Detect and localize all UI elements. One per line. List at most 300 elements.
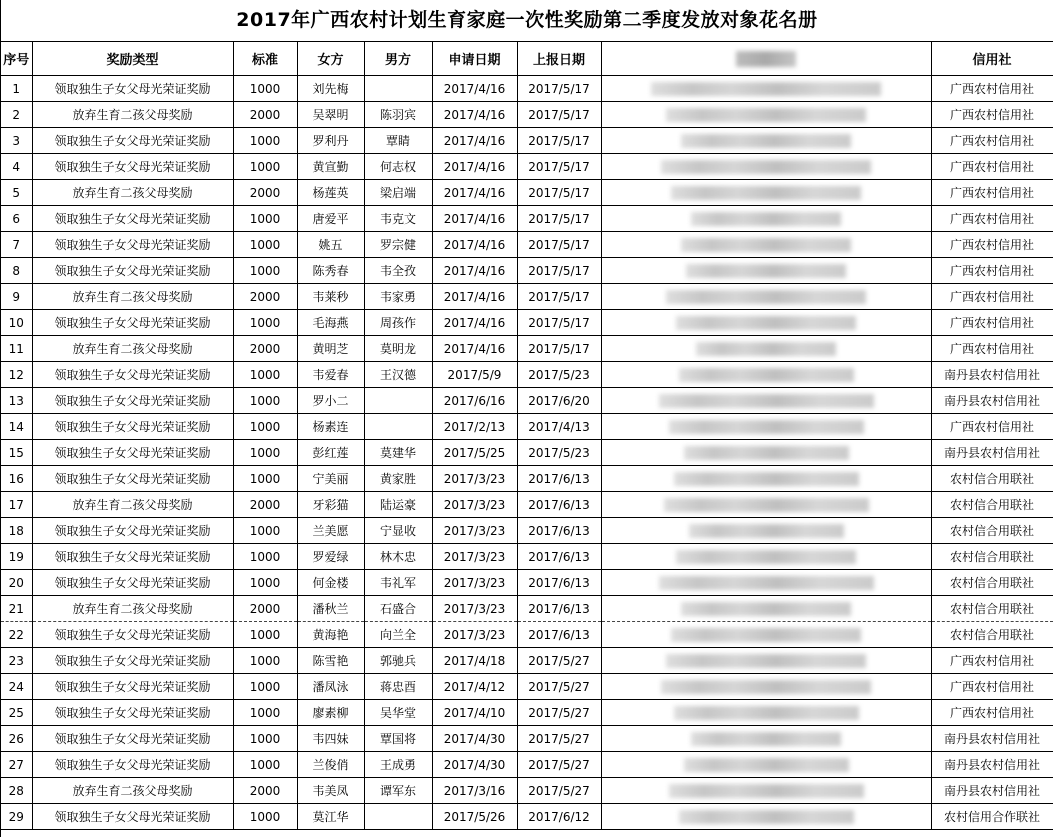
cell-address-redacted[interactable] (601, 518, 931, 544)
cell-bank[interactable]: 广西农村信用社 (931, 700, 1053, 726)
cell-report-date[interactable]: 2017/6/13 (517, 492, 601, 518)
cell-bank[interactable]: 广西农村信用社 (931, 76, 1053, 102)
cell-seq[interactable]: 22 (1, 622, 32, 648)
cell-male[interactable]: 周孩作 (364, 310, 432, 336)
cell-address-redacted[interactable] (601, 544, 931, 570)
cell-standard[interactable]: 2000 (233, 492, 297, 518)
cell-type[interactable]: 领取独生子女父母光荣证奖励 (32, 258, 233, 284)
cell-apply-date[interactable]: 2017/3/16 (432, 778, 517, 804)
cell-type[interactable]: 领取独生子女父母光荣证奖励 (32, 128, 233, 154)
cell-apply-date[interactable]: 2017/3/23 (432, 570, 517, 596)
cell-seq[interactable]: 29 (1, 804, 32, 830)
cell-apply-date[interactable]: 2017/4/30 (432, 726, 517, 752)
table-row (1, 778, 1053, 804)
cell-apply-date[interactable]: 2017/3/23 (432, 518, 517, 544)
cell-seq[interactable]: 14 (1, 414, 32, 440)
cell-standard[interactable]: 1000 (233, 466, 297, 492)
cell-report-date[interactable]: 2017/5/17 (517, 310, 601, 336)
cell-bank[interactable]: 广西农村信用社 (931, 232, 1053, 258)
cell-male[interactable]: 郭驰兵 (364, 648, 432, 674)
cell-bank[interactable]: 南丹县农村信用社 (931, 726, 1053, 752)
cell-address-redacted[interactable] (601, 206, 931, 232)
cell-report-date[interactable]: 2017/6/13 (517, 622, 601, 648)
cell-female[interactable]: 吴翠明 (297, 102, 364, 128)
cell-apply-date[interactable]: 2017/4/16 (432, 258, 517, 284)
cell-apply-date[interactable]: 2017/5/26 (432, 804, 517, 830)
cell-female[interactable]: 兰美愿 (297, 518, 364, 544)
cell-apply-date[interactable]: 2017/4/16 (432, 284, 517, 310)
cell-bank[interactable]: 广西农村信用社 (931, 128, 1053, 154)
cell-bank[interactable]: 广西农村信用社 (931, 336, 1053, 362)
cell-bank[interactable]: 南丹县农村信用社 (931, 752, 1053, 778)
cell-type[interactable]: 领取独生子女父母光荣证奖励 (32, 726, 233, 752)
cell-address-redacted[interactable] (601, 76, 931, 102)
cell-seq[interactable]: 16 (1, 466, 32, 492)
cell-address-redacted[interactable] (601, 258, 931, 284)
header-apply-date[interactable]: 申请日期 (432, 42, 517, 76)
cell-apply-date[interactable]: 2017/2/13 (432, 414, 517, 440)
cell-female[interactable]: 刘先梅 (297, 76, 364, 102)
cell-female[interactable]: 彭红莲 (297, 440, 364, 466)
cell-type[interactable]: 领取独生子女父母光荣证奖励 (32, 388, 233, 414)
cell-report-date[interactable]: 2017/5/17 (517, 206, 601, 232)
cell-type[interactable]: 放弃生育二孩父母奖励 (32, 284, 233, 310)
cell-female[interactable]: 潘秋兰 (297, 596, 364, 622)
cell-standard[interactable]: 1000 (233, 752, 297, 778)
cell-report-date[interactable]: 2017/5/27 (517, 648, 601, 674)
cell-address-redacted[interactable] (601, 154, 931, 180)
cell-apply-date[interactable]: 2017/5/25 (432, 440, 517, 466)
cell-report-date[interactable]: 2017/5/27 (517, 700, 601, 726)
cell-report-date[interactable]: 2017/5/27 (517, 778, 601, 804)
cell-address-redacted[interactable] (601, 232, 931, 258)
cell-address-redacted[interactable] (601, 284, 931, 310)
cell-address-redacted[interactable] (601, 362, 931, 388)
cell-female[interactable]: 牙彩猫 (297, 492, 364, 518)
cell-address-redacted[interactable] (601, 622, 931, 648)
cell-address-redacted[interactable] (601, 336, 931, 362)
redacted-address (671, 186, 861, 200)
cell-female[interactable]: 宁美丽 (297, 466, 364, 492)
cell-bank[interactable]: 南丹县农村信用社 (931, 778, 1053, 804)
cell-standard[interactable]: 1000 (233, 544, 297, 570)
cell-report-date[interactable]: 2017/5/17 (517, 232, 601, 258)
cell-male[interactable]: 宁显收 (364, 518, 432, 544)
cell-type[interactable]: 放弃生育二孩父母奖励 (32, 596, 233, 622)
cell-seq[interactable]: 24 (1, 674, 32, 700)
cell-apply-date[interactable]: 2017/4/16 (432, 336, 517, 362)
cell-type[interactable]: 领取独生子女父母光荣证奖励 (32, 700, 233, 726)
redacted-address (666, 290, 866, 304)
cell-bank[interactable]: 农村信合用联社 (931, 518, 1053, 544)
cell-type[interactable]: 领取独生子女父母光荣证奖励 (32, 362, 233, 388)
cell-seq[interactable]: 7 (1, 232, 32, 258)
cell-type[interactable]: 领取独生子女父母光荣证奖励 (32, 804, 233, 830)
cell-bank[interactable]: 广西农村信用社 (931, 180, 1053, 206)
cell-report-date[interactable]: 2017/5/23 (517, 362, 601, 388)
cell-standard[interactable]: 1000 (233, 154, 297, 180)
cell-standard[interactable]: 2000 (233, 336, 297, 362)
cell-male[interactable]: 韦家勇 (364, 284, 432, 310)
cell-type[interactable]: 领取独生子女父母光荣证奖励 (32, 622, 233, 648)
cell-female[interactable]: 潘凤泳 (297, 674, 364, 700)
cell-seq[interactable]: 11 (1, 336, 32, 362)
cell-apply-date[interactable]: 2017/6/16 (432, 388, 517, 414)
cell-report-date[interactable]: 2017/6/13 (517, 570, 601, 596)
table-row (1, 466, 1053, 492)
table-row (1, 336, 1053, 362)
cell-address-redacted[interactable] (601, 128, 931, 154)
cell-seq[interactable]: 9 (1, 284, 32, 310)
cell-report-date[interactable]: 2017/5/17 (517, 258, 601, 284)
cell-type[interactable]: 领取独生子女父母光荣证奖励 (32, 154, 233, 180)
cell-standard[interactable]: 1000 (233, 128, 297, 154)
cell-bank[interactable]: 广西农村信用社 (931, 648, 1053, 674)
table-row (1, 726, 1053, 752)
cell-type[interactable]: 领取独生子女父母光荣证奖励 (32, 570, 233, 596)
cell-report-date[interactable]: 2017/6/13 (517, 518, 601, 544)
cell-bank[interactable]: 农村信合用联社 (931, 492, 1053, 518)
cell-male[interactable]: 向兰全 (364, 622, 432, 648)
cell-male[interactable]: 韦全孜 (364, 258, 432, 284)
cell-female[interactable]: 罗小二 (297, 388, 364, 414)
cell-report-date[interactable]: 2017/5/23 (517, 440, 601, 466)
cell-apply-date[interactable]: 2017/3/23 (432, 596, 517, 622)
cell-report-date[interactable]: 2017/5/17 (517, 284, 601, 310)
cell-standard[interactable]: 1000 (233, 258, 297, 284)
table-row (1, 518, 1053, 544)
cell-standard[interactable]: 1000 (233, 388, 297, 414)
cell-standard[interactable]: 2000 (233, 180, 297, 206)
header-female[interactable]: 女方 (297, 42, 364, 76)
cell-bank[interactable]: 农村信合用联社 (931, 622, 1053, 648)
header-row (1, 42, 1053, 76)
cell-type[interactable]: 领取独生子女父母光荣证奖励 (32, 648, 233, 674)
redacted-address (691, 732, 841, 746)
cell-bank[interactable]: 广西农村信用社 (931, 674, 1053, 700)
cell-seq[interactable]: 12 (1, 362, 32, 388)
cell-bank[interactable]: 广西农村信用社 (931, 284, 1053, 310)
cell-type[interactable]: 领取独生子女父母光荣证奖励 (32, 544, 233, 570)
cell-type[interactable]: 放弃生育二孩父母奖励 (32, 102, 233, 128)
redacted-address (669, 420, 864, 434)
cell-seq[interactable]: 26 (1, 726, 32, 752)
cell-type[interactable]: 领取独生子女父母光荣证奖励 (32, 752, 233, 778)
cell-standard[interactable]: 2000 (233, 102, 297, 128)
cell-male[interactable]: 莫建华 (364, 440, 432, 466)
cell-type[interactable]: 领取独生子女父母光荣证奖励 (32, 76, 233, 102)
cell-female[interactable]: 杨莲英 (297, 180, 364, 206)
cell-apply-date[interactable]: 2017/5/9 (432, 362, 517, 388)
cell-seq[interactable]: 17 (1, 492, 32, 518)
cell-report-date[interactable]: 2017/6/13 (517, 544, 601, 570)
cell-standard[interactable]: 1000 (233, 76, 297, 102)
cell-standard[interactable]: 1000 (233, 206, 297, 232)
header-standard[interactable]: 标准 (233, 42, 297, 76)
cell-address-redacted[interactable] (601, 492, 931, 518)
cell-report-date[interactable]: 2017/5/17 (517, 154, 601, 180)
cell-seq[interactable]: 8 (1, 258, 32, 284)
redacted-address (659, 394, 874, 408)
header-seq[interactable]: 序号 (1, 42, 32, 76)
table-row (1, 258, 1053, 284)
cell-report-date[interactable]: 2017/5/27 (517, 752, 601, 778)
cell-female[interactable]: 韦四妹 (297, 726, 364, 752)
cell-seq[interactable]: 3 (1, 128, 32, 154)
cell-seq[interactable]: 21 (1, 596, 32, 622)
cell-address-redacted[interactable] (601, 648, 931, 674)
cell-male[interactable]: 覃国将 (364, 726, 432, 752)
cell-type[interactable]: 放弃生育二孩父母奖励 (32, 492, 233, 518)
cell-bank[interactable]: 广西农村信用社 (931, 206, 1053, 232)
cell-apply-date[interactable]: 2017/4/16 (432, 232, 517, 258)
cell-female[interactable]: 韦爱春 (297, 362, 364, 388)
cell-report-date[interactable]: 2017/6/12 (517, 804, 601, 830)
cell-bank[interactable]: 广西农村信用社 (931, 154, 1053, 180)
cell-seq[interactable]: 28 (1, 778, 32, 804)
header-male[interactable]: 男方 (364, 42, 432, 76)
redacted-address (684, 758, 849, 772)
cell-address-redacted[interactable] (601, 700, 931, 726)
cell-standard[interactable]: 2000 (233, 778, 297, 804)
cell-male[interactable]: 韦礼军 (364, 570, 432, 596)
cell-type[interactable]: 领取独生子女父母光荣证奖励 (32, 440, 233, 466)
header-report-date[interactable]: 上报日期 (517, 42, 601, 76)
cell-female[interactable]: 何金楼 (297, 570, 364, 596)
cell-apply-date[interactable]: 2017/4/16 (432, 128, 517, 154)
header-bank[interactable]: 信用社 (931, 42, 1053, 76)
cell-standard[interactable]: 2000 (233, 284, 297, 310)
cell-report-date[interactable]: 2017/5/17 (517, 180, 601, 206)
cell-standard[interactable]: 1000 (233, 804, 297, 830)
cell-female[interactable]: 陈秀春 (297, 258, 364, 284)
cell-standard[interactable]: 1000 (233, 674, 297, 700)
table-row (1, 414, 1053, 440)
cell-bank[interactable]: 农村信合用联社 (931, 570, 1053, 596)
redacted-address (651, 82, 881, 96)
cell-male[interactable]: 韦克文 (364, 206, 432, 232)
cell-address-redacted[interactable] (601, 102, 931, 128)
cell-male[interactable] (364, 804, 432, 830)
redacted-address (681, 602, 851, 616)
cell-bank[interactable]: 广西农村信用社 (931, 414, 1053, 440)
cell-female[interactable]: 杨素连 (297, 414, 364, 440)
cell-address-redacted[interactable] (601, 414, 931, 440)
cell-address-redacted[interactable] (601, 440, 931, 466)
cell-bank[interactable]: 南丹县农村信用社 (931, 388, 1053, 414)
cell-apply-date[interactable]: 2017/4/16 (432, 154, 517, 180)
cell-standard[interactable]: 1000 (233, 362, 297, 388)
cell-standard[interactable]: 2000 (233, 596, 297, 622)
cell-female[interactable]: 唐爱平 (297, 206, 364, 232)
cell-seq[interactable]: 18 (1, 518, 32, 544)
cell-standard[interactable]: 1000 (233, 440, 297, 466)
cell-male[interactable]: 何志权 (364, 154, 432, 180)
cell-standard[interactable]: 1000 (233, 518, 297, 544)
cell-male[interactable]: 陈羽宾 (364, 102, 432, 128)
cell-seq[interactable]: 2 (1, 102, 32, 128)
cell-address-redacted[interactable] (601, 726, 931, 752)
cell-male[interactable]: 蒋忠酉 (364, 674, 432, 700)
cell-apply-date[interactable]: 2017/3/23 (432, 466, 517, 492)
cell-standard[interactable]: 1000 (233, 232, 297, 258)
header-type[interactable]: 奖励类型 (32, 42, 233, 76)
cell-type[interactable]: 领取独生子女父母光荣证奖励 (32, 518, 233, 544)
cell-bank[interactable]: 广西农村信用社 (931, 258, 1053, 284)
cell-apply-date[interactable]: 2017/4/16 (432, 180, 517, 206)
redacted-address (666, 108, 866, 122)
cell-address-redacted[interactable] (601, 596, 931, 622)
cell-apply-date[interactable]: 2017/4/16 (432, 76, 517, 102)
cell-bank[interactable]: 广西农村信用社 (931, 102, 1053, 128)
cell-report-date[interactable]: 2017/5/17 (517, 102, 601, 128)
cell-male[interactable]: 谭军东 (364, 778, 432, 804)
cell-female[interactable]: 廖素柳 (297, 700, 364, 726)
cell-female[interactable]: 罗利丹 (297, 128, 364, 154)
redacted-address (686, 264, 846, 278)
redacted-address (664, 498, 869, 512)
cell-apply-date[interactable]: 2017/4/16 (432, 310, 517, 336)
cell-address-redacted[interactable] (601, 804, 931, 830)
cell-female[interactable]: 黄明芝 (297, 336, 364, 362)
cell-seq[interactable]: 6 (1, 206, 32, 232)
cell-bank[interactable]: 农村信用合作联社 (931, 804, 1053, 830)
header-address-redacted[interactable] (601, 42, 931, 76)
cell-female[interactable]: 姚五 (297, 232, 364, 258)
cell-seq[interactable]: 5 (1, 180, 32, 206)
cell-male[interactable]: 覃睛 (364, 128, 432, 154)
cell-female[interactable]: 毛海燕 (297, 310, 364, 336)
cell-report-date[interactable]: 2017/5/27 (517, 726, 601, 752)
cell-address-redacted[interactable] (601, 310, 931, 336)
cell-bank[interactable]: 南丹县农村信用社 (931, 440, 1053, 466)
table-row (1, 206, 1053, 232)
cell-male[interactable]: 吴华堂 (364, 700, 432, 726)
cell-seq[interactable]: 10 (1, 310, 32, 336)
table-row (1, 596, 1053, 622)
cell-report-date[interactable]: 2017/5/27 (517, 674, 601, 700)
cell-male[interactable]: 王汉德 (364, 362, 432, 388)
cell-female[interactable]: 韦美凤 (297, 778, 364, 804)
cell-seq[interactable]: 20 (1, 570, 32, 596)
cell-bank[interactable]: 农村信合用联社 (931, 596, 1053, 622)
cell-apply-date[interactable]: 2017/3/23 (432, 544, 517, 570)
table-row (1, 102, 1053, 128)
redacted-address (669, 784, 864, 798)
cell-male[interactable]: 黄家胜 (364, 466, 432, 492)
table-row (1, 440, 1053, 466)
cell-type[interactable]: 领取独生子女父母光荣证奖励 (32, 232, 233, 258)
cell-apply-date[interactable]: 2017/4/10 (432, 700, 517, 726)
cell-male[interactable]: 林木忠 (364, 544, 432, 570)
cell-female[interactable]: 韦莱秒 (297, 284, 364, 310)
cell-seq[interactable]: 1 (1, 76, 32, 102)
table-row (1, 804, 1053, 830)
cell-address-redacted[interactable] (601, 570, 931, 596)
cell-type[interactable]: 放弃生育二孩父母奖励 (32, 180, 233, 206)
cell-seq[interactable]: 25 (1, 700, 32, 726)
cell-apply-date[interactable]: 2017/4/18 (432, 648, 517, 674)
cell-apply-date[interactable]: 2017/3/23 (432, 492, 517, 518)
cell-standard[interactable]: 1000 (233, 622, 297, 648)
cell-standard[interactable]: 1000 (233, 570, 297, 596)
cell-address-redacted[interactable] (601, 466, 931, 492)
cell-type[interactable]: 领取独生子女父母光荣证奖励 (32, 414, 233, 440)
cell-standard[interactable]: 1000 (233, 310, 297, 336)
cell-standard[interactable]: 1000 (233, 726, 297, 752)
cell-apply-date[interactable]: 2017/4/16 (432, 206, 517, 232)
cell-seq[interactable]: 23 (1, 648, 32, 674)
cell-male[interactable]: 罗宗健 (364, 232, 432, 258)
cell-male[interactable]: 梁启端 (364, 180, 432, 206)
cell-address-redacted[interactable] (601, 674, 931, 700)
cell-standard[interactable]: 1000 (233, 648, 297, 674)
cell-standard[interactable]: 1000 (233, 700, 297, 726)
cell-address-redacted[interactable] (601, 180, 931, 206)
cell-report-date[interactable]: 2017/5/17 (517, 128, 601, 154)
cell-seq[interactable]: 13 (1, 388, 32, 414)
cell-report-date[interactable]: 2017/5/17 (517, 336, 601, 362)
cell-seq[interactable]: 4 (1, 154, 32, 180)
redacted-address (666, 654, 866, 668)
cell-female[interactable]: 莫江华 (297, 804, 364, 830)
cell-apply-date[interactable]: 2017/4/30 (432, 752, 517, 778)
cell-male[interactable]: 石盛合 (364, 596, 432, 622)
cell-type[interactable]: 领取独生子女父母光荣证奖励 (32, 206, 233, 232)
cell-type[interactable]: 放弃生育二孩父母奖励 (32, 778, 233, 804)
cell-address-redacted[interactable] (601, 752, 931, 778)
cell-female[interactable]: 兰俊俏 (297, 752, 364, 778)
cell-type[interactable]: 领取独生子女父母光荣证奖励 (32, 310, 233, 336)
cell-bank[interactable]: 南丹县农村信用社 (931, 362, 1053, 388)
cell-type[interactable]: 领取独生子女父母光荣证奖励 (32, 674, 233, 700)
cell-address-redacted[interactable] (601, 388, 931, 414)
cell-male[interactable]: 陆运豪 (364, 492, 432, 518)
cell-report-date[interactable]: 2017/4/13 (517, 414, 601, 440)
redacted-address (684, 446, 849, 460)
cell-female[interactable]: 陈雪艳 (297, 648, 364, 674)
cell-apply-date[interactable]: 2017/3/23 (432, 622, 517, 648)
cell-bank[interactable]: 广西农村信用社 (931, 310, 1053, 336)
cell-type[interactable]: 领取独生子女父母光荣证奖励 (32, 466, 233, 492)
cell-bank[interactable]: 农村信合用联社 (931, 466, 1053, 492)
cell-seq[interactable]: 15 (1, 440, 32, 466)
cell-standard[interactable]: 1000 (233, 414, 297, 440)
redacted-address (681, 238, 851, 252)
cell-male[interactable] (364, 76, 432, 102)
cell-female[interactable]: 罗爱绿 (297, 544, 364, 570)
cell-report-date[interactable]: 2017/5/17 (517, 76, 601, 102)
cell-seq[interactable]: 27 (1, 752, 32, 778)
redacted-address (681, 134, 851, 148)
cell-apply-date[interactable]: 2017/4/12 (432, 674, 517, 700)
cell-male[interactable] (364, 414, 432, 440)
cell-apply-date[interactable]: 2017/4/16 (432, 102, 517, 128)
cell-type[interactable]: 放弃生育二孩父母奖励 (32, 336, 233, 362)
cell-report-date[interactable]: 2017/6/13 (517, 466, 601, 492)
table-row (1, 388, 1053, 414)
cell-bank[interactable]: 农村信合用联社 (931, 544, 1053, 570)
cell-male[interactable]: 莫明龙 (364, 336, 432, 362)
cell-seq[interactable]: 19 (1, 544, 32, 570)
cell-female[interactable]: 黄宣勤 (297, 154, 364, 180)
cell-report-date[interactable]: 2017/6/20 (517, 388, 601, 414)
cell-male[interactable]: 王成勇 (364, 752, 432, 778)
cell-female[interactable]: 黄海艳 (297, 622, 364, 648)
cell-address-redacted[interactable] (601, 778, 931, 804)
cell-report-date[interactable]: 2017/6/13 (517, 596, 601, 622)
cell-male[interactable] (364, 388, 432, 414)
